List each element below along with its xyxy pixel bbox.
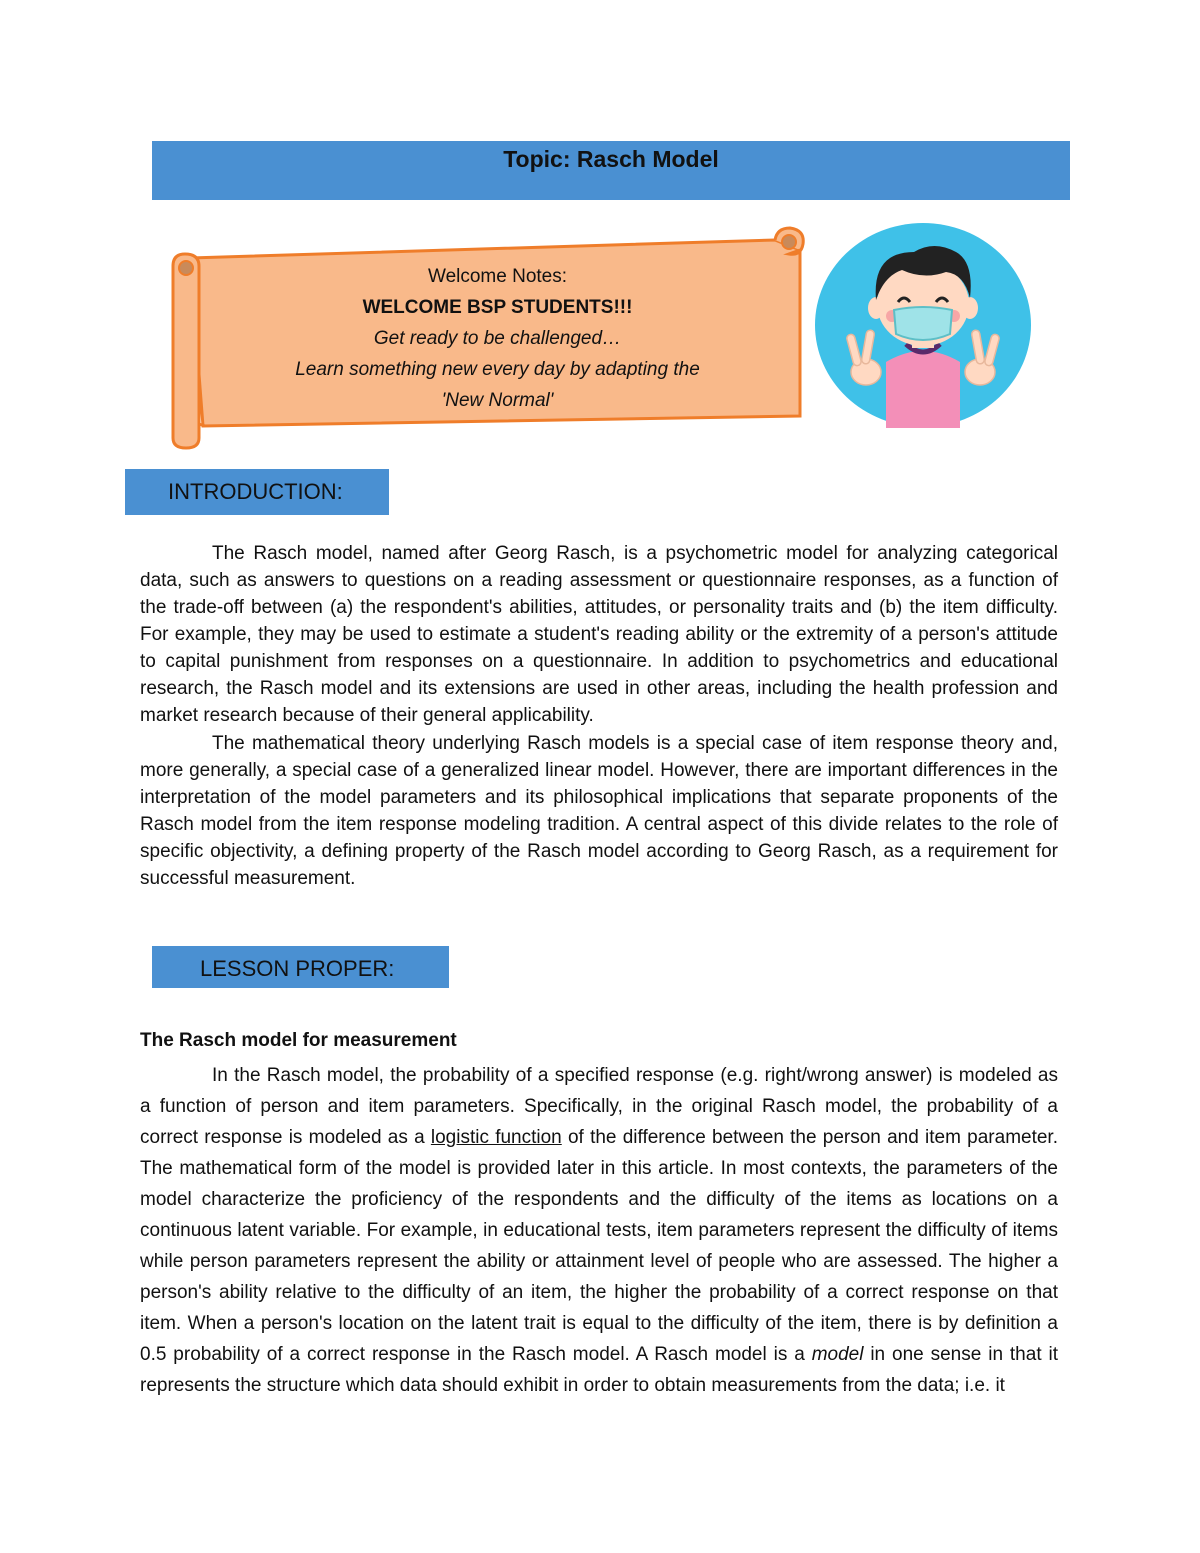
welcome-notes-text bbox=[260, 261, 735, 416]
page-title: Topic: Rasch Model bbox=[503, 146, 719, 172]
lesson-proper-label: LESSON PROPER: bbox=[200, 956, 395, 981]
welcome-line-2: Learn something new every day by adapting the bbox=[295, 359, 700, 380]
welcome-line-3: 'New Normal' bbox=[441, 390, 554, 411]
lesson-text-part-1: In the Rasch model, the probability of a specified response (e.g. right/wrong answer) is modeled as a function of person and item parameters. Specifically, in the original Rasch model, the probability of a correct response is modeled as a bbox=[140, 1065, 1058, 1148]
lesson-proper-section-header bbox=[152, 946, 449, 988]
lesson-subheading: The Rasch model for measurement bbox=[140, 1030, 457, 1051]
topic-header-bar bbox=[152, 141, 1070, 200]
welcome-greeting: WELCOME BSP STUDENTS!!! bbox=[362, 297, 633, 318]
welcome-heading: Welcome Notes: bbox=[427, 266, 568, 287]
masked-student-illustration bbox=[814, 222, 1032, 428]
introduction-paragraph-1: The Rasch model, named after Georg Rasch, is a psychometric model for analyzing categorical data, such as answers to questions on a reading assessment or questionnaire responses, as a function of the trade-off between (a) the respondent's abilities, attitudes, or personality traits and (b) the item difficulty. For example, they may be used to estimate a student's reading ability or the extremity of a person's attitude to capital punishment from responses on a questionnaire. In addition to psychometrics and educational research, the Rasch model and its extensions are used in other areas, including the health profession and market research because of their general applicability. bbox=[140, 543, 1058, 726]
lesson-italic-model: model bbox=[811, 1344, 864, 1365]
introduction-section-header bbox=[125, 469, 389, 515]
introduction-paragraph-2: The mathematical theory underlying Rasch models is a special case of item response theory and, more generally, a special case of a generalized linear model. However, there are important differences in the interpretation of the model parameters and its philosophical implications that separate proponents of the Rasch model from the item response modeling tradition. A central aspect of this divide relates to the role of specific objectivity, a defining property of the Rasch model according to Georg Rasch, as a requirement for successful measurement. bbox=[140, 733, 1058, 889]
lesson-text-part-2: of the difference between the person and item parameter. The mathematical form of the model is provided later in this article. In most contexts, the parameters of the model characterize the proficiency of the respondents and the difficulty of the items as locations on a continuous latent variable. For example, in educational tests, item parameters represent the difficulty of items while person parameters represent the ability or attainment level of people who are assessed. The higher a person's ability relative to the difficulty of an item, the higher the probability of a correct response on that item. When a person's location on the latent trait is equal to the difficulty of the item, there is by definition a 0.5 probability of a correct response in the Rasch model. A Rasch model is a bbox=[140, 1127, 1058, 1365]
lesson-text-part-3: in one sense in that it represents the structure which data should exhibit in order to obtain measurements from the data; i.e. it bbox=[140, 1344, 1058, 1396]
logistic-function-link[interactable]: logistic function bbox=[430, 1127, 562, 1148]
welcome-line-1: Get ready to be challenged… bbox=[373, 328, 622, 349]
welcome-scroll-banner bbox=[165, 226, 810, 451]
introduction-label: INTRODUCTION: bbox=[168, 479, 343, 504]
lesson-paragraph bbox=[140, 1060, 1058, 1401]
